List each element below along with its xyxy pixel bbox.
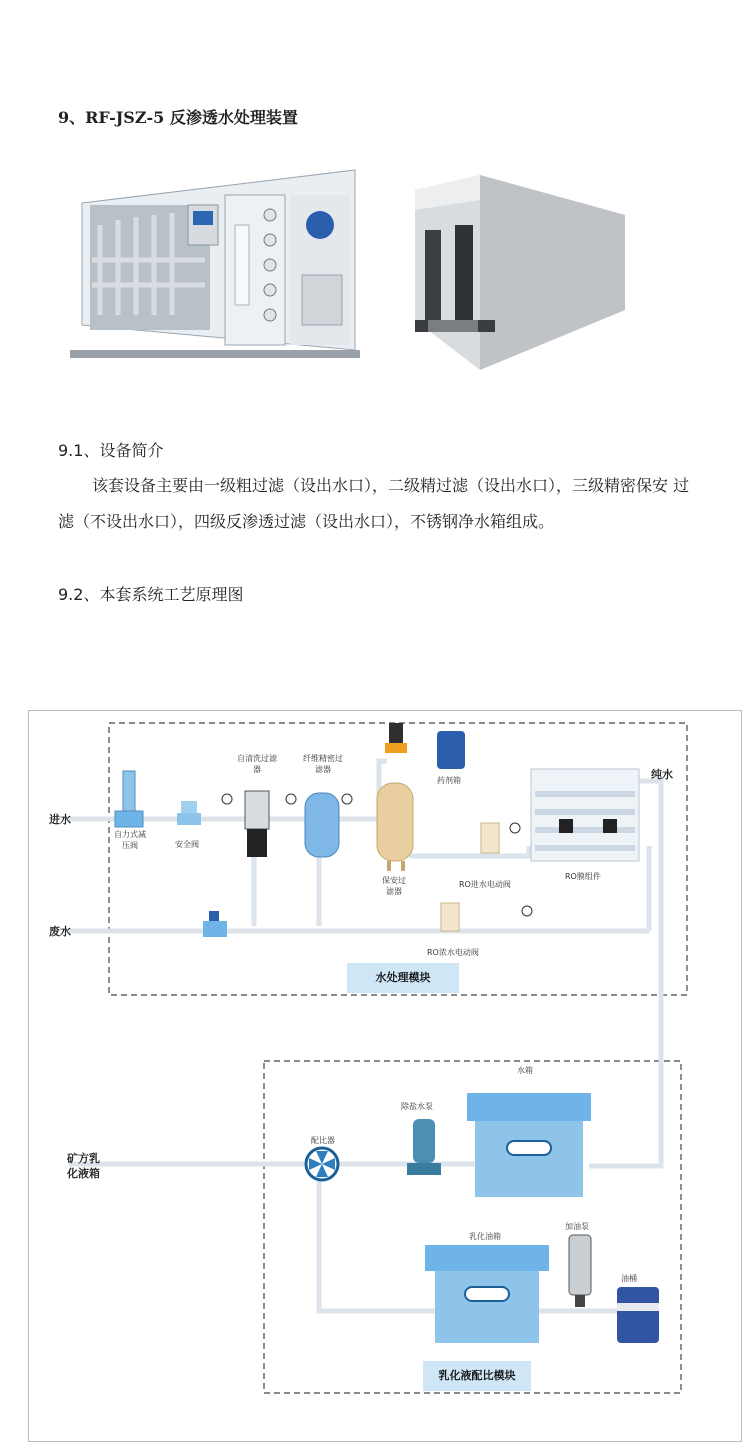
label-dosing-tank: 药剂箱	[437, 776, 461, 785]
dosing-pump-icon	[385, 723, 407, 753]
safety-valve-icon	[177, 801, 201, 825]
label-fiber-filter: 纤维精密过滤器	[303, 754, 343, 774]
label-oil-pump: 加油泵	[565, 1222, 589, 1231]
self-cleaning-filter-icon	[245, 791, 269, 857]
waste-valve-icon	[203, 911, 227, 937]
label-ro-module: RO膜组件	[565, 872, 601, 881]
label-security-filter: 保安过滤器	[382, 876, 406, 896]
label-ro-inlet-valve: RO进水电动阀	[459, 880, 511, 889]
ro-membrane-module-icon	[531, 769, 639, 861]
security-filter-icon	[377, 783, 413, 871]
label-pure-water: 纯水	[651, 768, 673, 781]
label-emulsion-tank: 矿方乳化液箱	[67, 1152, 100, 1180]
pressure-reducing-valve-icon	[115, 771, 143, 827]
oil-drum-icon	[617, 1287, 659, 1343]
page-heading: 9、RF-JSZ-5 反渗透水处理装置	[58, 108, 298, 127]
label-water-tank: 水箱	[517, 1066, 533, 1075]
water-tank-icon	[467, 1093, 591, 1197]
label-emulsion-oil-tank: 乳化油箱	[469, 1232, 501, 1241]
label-oil-drum: 油桶	[621, 1274, 637, 1283]
fiber-filter-icon	[305, 793, 339, 857]
label-inlet: 进水	[49, 813, 71, 826]
label-waste: 废水	[49, 925, 71, 938]
label-ro-concentrate-valve: RO浓水电动阀	[427, 948, 479, 957]
section-9-2-title: 9.2、本套系统工艺原理图	[58, 585, 244, 604]
ro-skid-photo	[70, 165, 360, 370]
process-diagram-drawing	[29, 711, 741, 1441]
proportioner-icon	[306, 1148, 338, 1180]
dosing-tank-icon	[437, 731, 465, 769]
section-9-1-body: 该套设备主要由一级粗过滤（设出水口），二级精过滤（设出水口），三级精密保安 过滤（不设出水口），四级反渗透过滤（设出水口），不锈钢净水箱组成。	[58, 476, 690, 531]
label-safety-valve: 安全阀	[175, 840, 199, 849]
ro-inlet-valve-icon	[481, 823, 499, 853]
ro-concentrate-valve-icon	[441, 903, 459, 931]
label-desalt-pump: 除盐水泵	[401, 1102, 433, 1111]
process-diagram	[28, 710, 742, 1442]
section-9-1-title: 9.1、设备简介	[58, 441, 164, 460]
label-self-clean-filter: 自清洗过滤器	[237, 754, 277, 774]
label-proportioner: 配比器	[311, 1136, 335, 1145]
module-title-emulsion-mixing: 乳化液配比模块	[423, 1361, 531, 1391]
label-prv: 自力式减压阀	[114, 830, 146, 850]
emulsion-oil-tank-icon	[425, 1245, 549, 1343]
desalt-pump-icon	[407, 1119, 441, 1175]
module-title-water-treatment: 水处理模块	[347, 963, 459, 993]
enclosed-unit-photo	[400, 170, 630, 380]
oil-pump-icon	[569, 1235, 591, 1307]
